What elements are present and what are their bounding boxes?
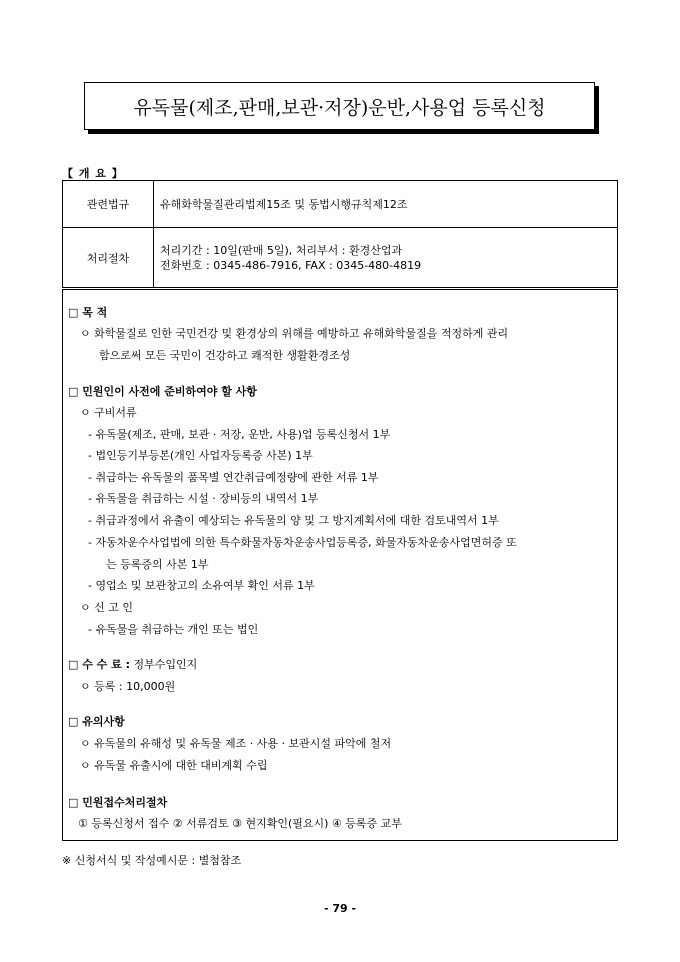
process-heading: □ 민원접수처리절차 xyxy=(68,796,168,809)
footnote: ※ 신청서식 및 작성예시문 : 별첨참조 xyxy=(62,854,242,867)
page-title: 유독물(제조,판매,보관·저장)운반,사용업 등록신청 xyxy=(85,83,594,129)
doc-item-cont: 는 등록증의 사본 1부 xyxy=(106,558,209,571)
process-period: 처리기간 : 10일(판매 5일), 처리부서 : 환경산업과 xyxy=(160,243,403,257)
notes-line-2: ㅇ 유독물 유출시에 대한 대비계획 수립 xyxy=(80,759,268,772)
fee-detail: ㅇ 등록 : 10,000원 xyxy=(80,680,176,693)
fee-line xyxy=(68,656,197,672)
prep-heading: □ 민원인이 사전에 준비하여야 할 사항 xyxy=(68,385,257,398)
table-row xyxy=(63,228,618,288)
law-text: 유해화학물질관리법제15조 및 동법시행규칙제12조 xyxy=(160,197,408,211)
notes-heading: □ 유의사항 xyxy=(68,715,125,728)
row-value-law xyxy=(154,181,618,228)
process-steps: ① 등록신청서 접수 ② 서류검토 ③ 현지확인(필요시) ④ 등록증 교부 xyxy=(78,817,402,830)
page-number: - 79 - xyxy=(323,902,357,915)
purpose-line-2: 함으로써 모든 국민이 건강하고 쾌적한 생활환경조성 xyxy=(99,349,351,362)
row-key-process: 처리절차 xyxy=(63,228,154,288)
fee-value: 정부수입인지 xyxy=(133,658,198,671)
row-value-process xyxy=(154,228,618,288)
table-row xyxy=(63,181,618,228)
reporter-text: - 유독물을 취급하는 개인 또는 법인 xyxy=(88,623,259,636)
overview-table xyxy=(62,180,618,288)
purpose-line-1: ㅇ 화학물질로 인한 국민건강 및 환경상의 위해를 예방하고 유해화학물질을 적정하게 관리 xyxy=(80,327,509,340)
docs-title: ㅇ 구비서류 xyxy=(80,406,137,419)
notes-line-1: ㅇ 유독물의 유해성 및 유독물 제조 · 사용 · 보관시설 파악에 철저 xyxy=(80,737,392,750)
title-box xyxy=(84,82,595,130)
purpose-heading: □ 목 적 xyxy=(68,306,108,319)
doc-item: - 법인등기부등본(개인 사업자등록증 사본) 1부 xyxy=(88,449,313,462)
doc-item: - 취급하는 유독물의 품목별 연간취급예정량에 관한 서류 1부 xyxy=(88,471,379,484)
doc-item: - 영업소 및 보관창고의 소유여부 확인 서류 1부 xyxy=(88,579,315,592)
reporter-title: ㅇ 신 고 인 xyxy=(80,601,133,614)
process-contact: 전화번호 : 0345-486-7916, FAX : 0345-480-4819 xyxy=(160,258,422,272)
row-key-law: 관련법규 xyxy=(63,181,154,228)
doc-item: - 자동차운수사업법에 의한 특수화물자동차운송사업등록증, 화물자동차운송사업면허증 또 xyxy=(88,536,517,549)
doc-item: - 취급과정에서 유출이 예상되는 유독물의 양 및 그 방지계획서에 대한 검토내역서 1부 xyxy=(88,514,499,527)
fee-heading: □ 수 수 료 : xyxy=(68,658,130,671)
doc-item: - 유독물을 취급하는 시설 · 장비등의 내역서 1부 xyxy=(88,492,319,505)
doc-item: - 유독물(제조, 판매, 보관 · 저장, 운반, 사용)업 등록신청서 1부 xyxy=(88,428,391,441)
overview-label: 【 개 요 】 xyxy=(62,167,124,180)
